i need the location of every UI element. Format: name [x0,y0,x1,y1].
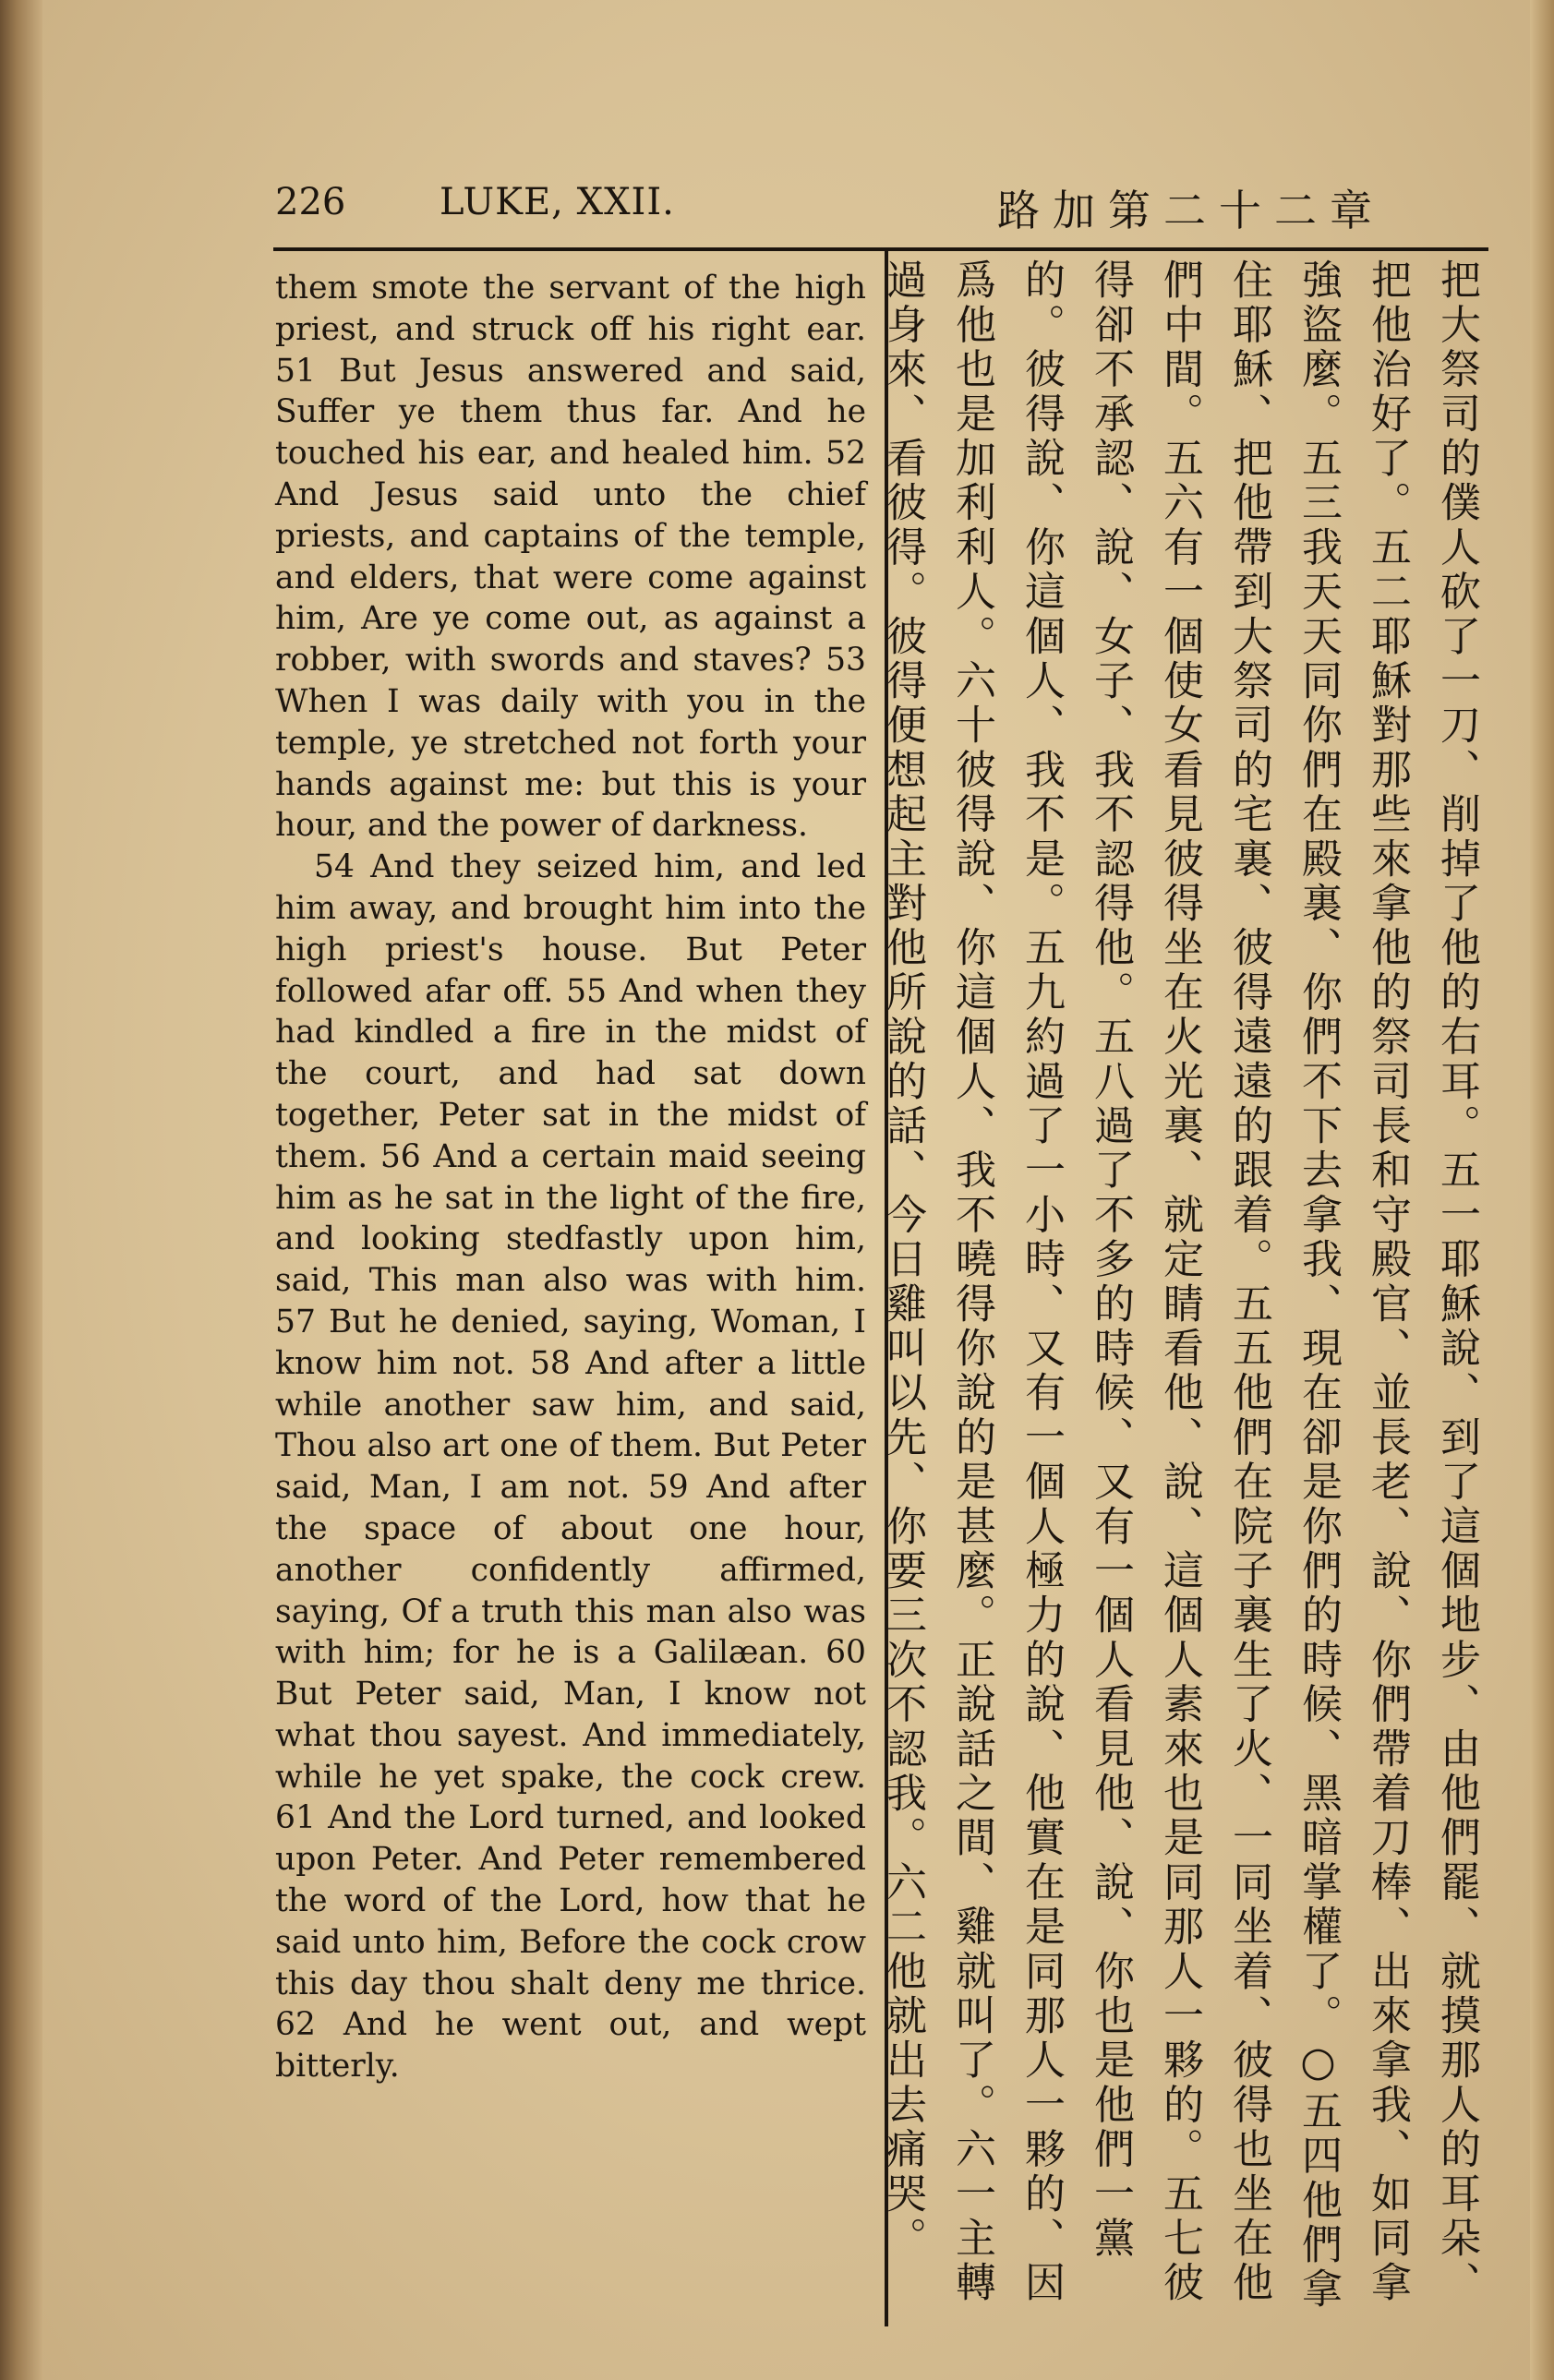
header-rule [273,247,1488,251]
page-number: 226 [275,181,346,223]
english-paragraph-1: them smote the servant of the high priest, and struck off his right ear. 51 But Jesus answered and said, Suffer ye them thus far. And he touched his ear, and healed him. 52 And Jesus said unto the chief priests, and captains of the temple, and elders, that were come against him, Are ye come out, as against a robber, with swords and staves? 53 When I was daily with you in the temple, ye stretched not forth your hands against me: but this is your hour, and the power of darkness. [275,270,866,845]
page-edge [1530,0,1554,2380]
english-column [275,268,866,2087]
chinese-title: 路加第二十二章 [997,186,1385,235]
english-paragraph-2: 54 And they seized him, and led him away, and brought him into the high priest's house. But Peter followed afar off. 55 And when they had kindled a fire in the midst of the court, and had sat down together, Peter sat in the midst of them. 56 And a certain maid seeing him as he sat in the light of the fire, and looking stedfastly upon him, said, This man also was with him. 57 But he denied, saying, Woman, I know him not. 58 And after a little while another saw him, and said, Thou also art one of them. But Peter said, Man, I am not. 59 And after the space of about one hour, another confidently affirmed, saying, Of a truth this man also was with him; for he is a Galilæan. 60 But Peter said, Man, I know not what thou sayest. And immediately, while he yet spake, the cock crew. 61 And the Lord turned, and looked upon Peter. And Peter remembered the word of the Lord, how that he said unto him, Before the cock crow this day thou shalt deny me thrice. 62 And he went out, and wept bitterly. [275,848,866,2086]
page-gutter [0,0,42,2380]
book-reference: LUKE, XXII. [440,181,675,223]
chinese-column: 把大祭司的僕人砍了一刀、削掉了他的右耳。五一耶穌說、到了這個地步、由他們罷、就摸那人的耳朵、把他治好了。五二耶穌對那些來拿他的祭司長和守殿官、並長老、說、你們帶着刀棒、出來拿我、如同拿強盜麼。五三我天天同你們在殿裏、你們不下去拿我、現在卻是你們的時候、黑暗掌權了。○五四他們拿住耶穌、把他帶到大祭司的宅裏、彼得遠遠的跟着。五五他們在院子裏生了火、一同坐着、彼得也坐在他們中間。五六有一個使女看見彼得坐在火光裏、就定睛看他、說、這個人素來也是同那人一夥的。五七彼得卻不承認、說、女子、我不認得他。五八過了不多的時候、又有一個人看見他、說、你也是他們一黨的。彼得說、你這個人、我不是。五九約過了一小時、又有一個人極力的說、他實在是同那人一夥的、因爲他也是加利利人。六十彼得說、你這個人、我不曉得你說的是甚麼。正說話之間、雞就叫了。六一主轉過身來、看彼得。彼得便想起主對他所說的話、今日雞叫以先、你要三次不認我。六二他就出去痛哭。 [879,258,1480,2313]
